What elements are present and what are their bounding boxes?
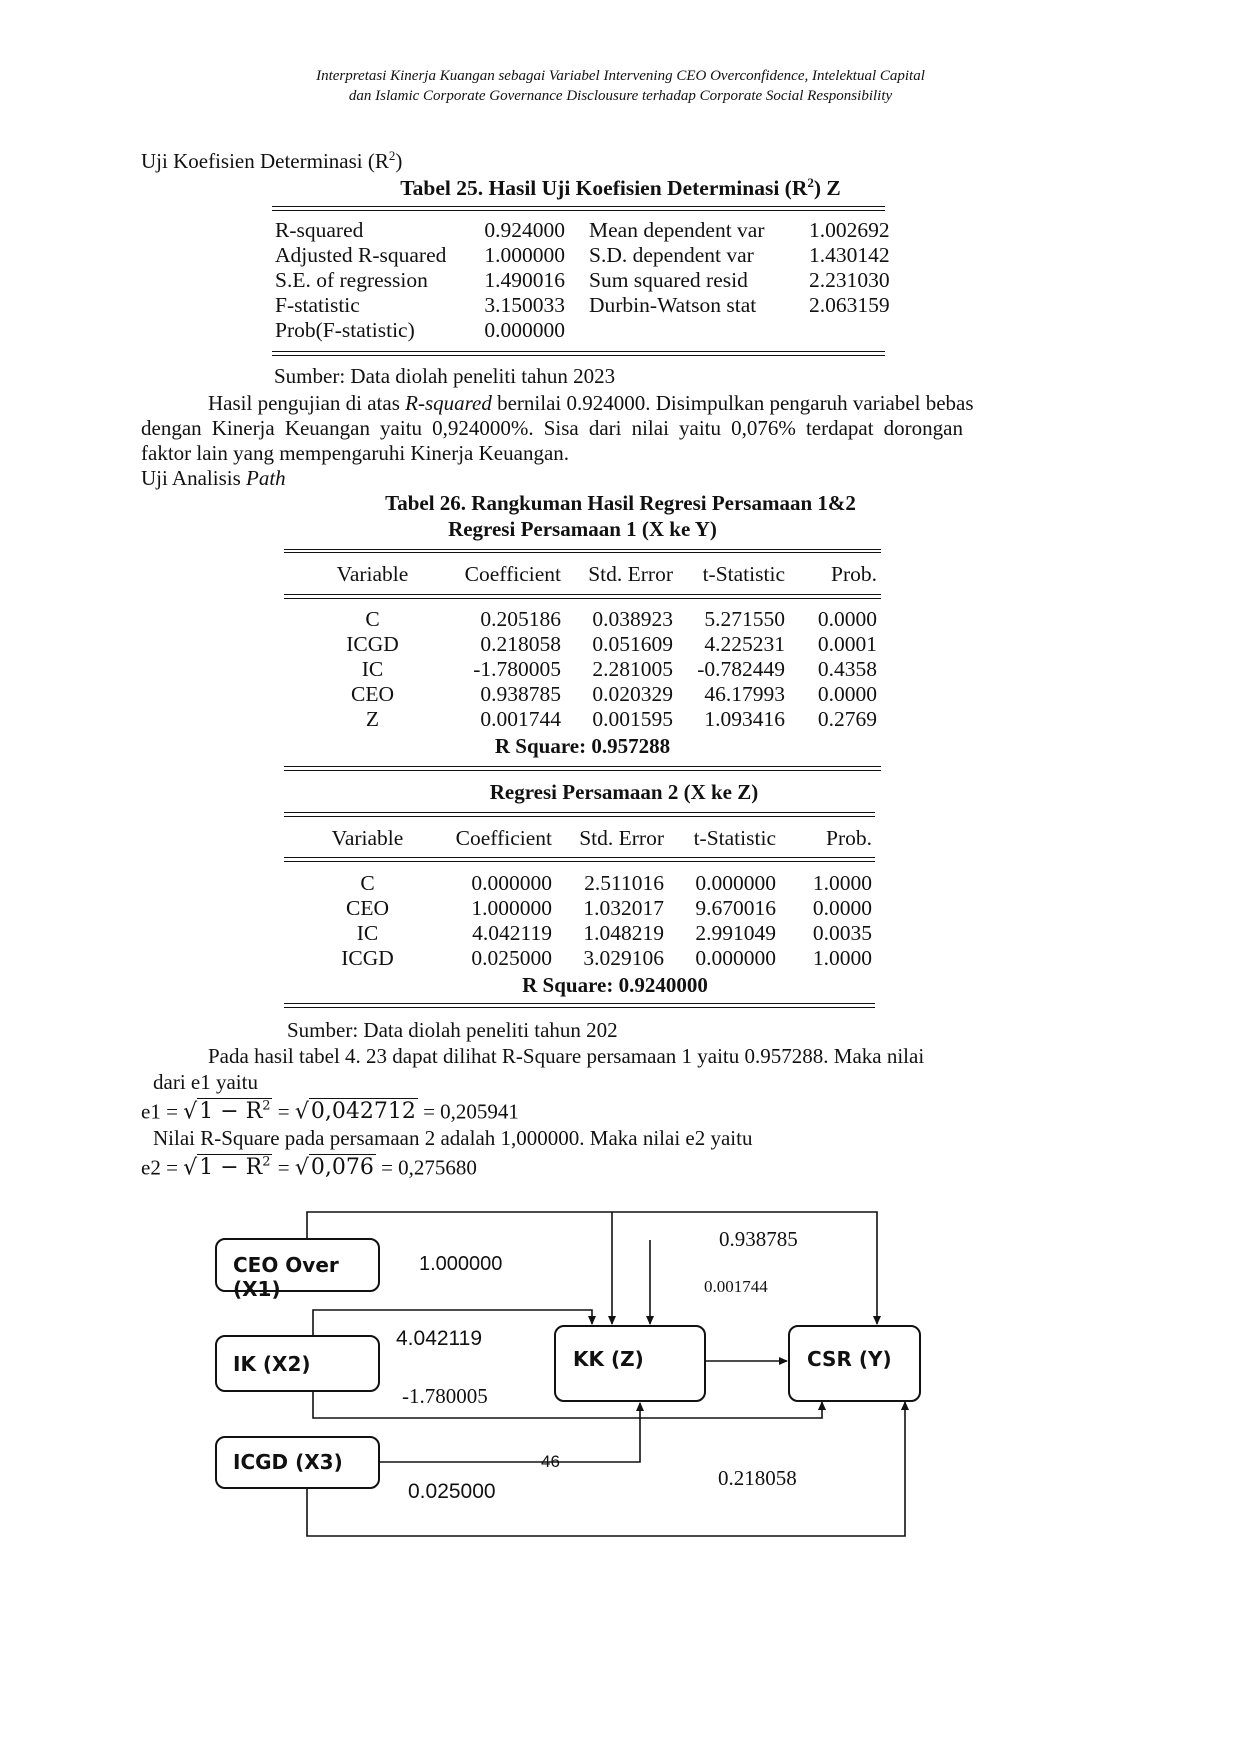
column-header: Prob. [831,562,877,586]
para1-line3: faktor lain yang mempengaruhi Kinerja Keuangan. [141,441,570,465]
table25-source: Sumber: Data diolah peneliti tahun 2023 [274,364,616,388]
label-icgd-to-kk: 0.025000 [408,1480,496,1503]
table-cell: 0.000000 [695,946,776,970]
table25-cell: 1.430142 [809,243,890,267]
table-cell: 0.4358 [817,657,877,681]
table-cell: 0.001744 [480,707,561,731]
table-cell: ICGD [341,946,394,970]
table25-cell: F-statistic [275,293,360,317]
equation-e1: $e1 = √1 - R^2 = √0,042712 = 0,205941$ [141,1099,519,1125]
label-ceo-to-kk: 1.000000 [419,1253,503,1275]
table-cell: 0.0000 [817,682,877,706]
column-header: Variable [331,826,404,850]
table25-cell: 2.231030 [809,268,890,292]
section-heading-path: Uji Analisis Path [141,466,286,490]
table-cell: 5.271550 [704,607,785,631]
table-cell: 9.670016 [695,896,776,920]
column-header: Std. Error [579,826,664,850]
table-cell: 1.0000 [812,871,872,895]
table26-subtitle2: Regresi Persamaan 2 (X ke Z) [489,780,759,804]
arrow-icgd-to-kk [380,1403,640,1462]
running-header-line1: Interpretasi Kinerja Kuangan sebagai Variabel Intervening CEO Overconfidence, Intelektual Capital [316,68,925,84]
table-cell: 1.000000 [471,896,552,920]
column-header: Std. Error [588,562,673,586]
table-cell: 0.205186 [480,607,561,631]
arrow-icgd-to-csr [307,1402,905,1536]
table-cell: Z [365,707,380,731]
table-cell: 0.051609 [592,632,673,656]
table-cell: 0.020329 [592,682,673,706]
table-cell: C [360,871,375,895]
para1-line1: Hasil pengujian di atas R-squared bernilai 0.924000. Disimpulkan pengaruh variabel bebas [208,391,974,415]
table25-cell: Adjusted R-squared [275,243,447,267]
para2-line3: Nilai R-Square pada persamaan 2 adalah 1,000000. Maka nilai e2 yaitu [153,1126,753,1150]
table25-cell: 1.002692 [809,218,890,242]
table-cell: 0.001595 [592,707,673,731]
label-ceo-to-csr: 0.938785 [719,1227,798,1251]
table-cell: 0.218058 [480,632,561,656]
table-cell: IC [356,921,379,945]
node-ik: IK (X2) [215,1335,380,1392]
page-number: 46 [541,1452,560,1471]
table25-cell: Durbin-Watson stat [589,293,757,317]
table-cell: 0.000000 [471,871,552,895]
table-cell: -1.780005 [473,657,561,681]
table-cell: 4.042119 [472,921,552,945]
node-kk: KK (Z) [554,1325,706,1402]
table26-source: Sumber: Data diolah peneliti tahun 202 [287,1018,618,1042]
table25-cell: S.E. of regression [275,268,428,292]
node-icgd: ICGD (X3) [215,1436,380,1489]
table25-cell: 2.063159 [809,293,890,317]
running-header-line2: dan Islamic Corporate Governance Disclousure terhadap Corporate Social Responsibility [348,88,893,104]
table-cell: 0.0000 [812,896,872,920]
para1-line2: dengan Kinerja Keuangan yaitu 0,924000%. Sisa dari nilai yaitu 0,076% terdapat dorongan [141,416,963,440]
reg2-rsquare: R Square: 0.9240000 [522,973,708,997]
table-cell: IC [361,657,384,681]
table-cell: ICGD [346,632,399,656]
table25-cell: Mean dependent var [589,218,765,242]
column-header: t-Statistic [693,826,776,850]
table25-cell: S.D. dependent var [589,243,754,267]
table-cell: -0.782449 [697,657,785,681]
table-cell: 1.032017 [583,896,664,920]
table-cell: CEO [351,682,394,706]
table25-cell: 0.924000 [484,218,565,242]
table25-cell: 3.150033 [484,293,565,317]
table-cell: 1.0000 [812,946,872,970]
table-cell: CEO [346,896,389,920]
column-header: Variable [336,562,409,586]
column-header: Prob. [826,826,872,850]
table25-cell: Prob(F-statistic) [275,318,415,342]
table26-caption: Tabel 26. Rangkuman Hasil Regresi Persamaan 1&2 [385,491,856,515]
table-cell: 1.048219 [583,921,664,945]
table-cell: 1.093416 [704,707,785,731]
label-z-to-csr: 0.001744 [704,1277,768,1296]
table-cell: 0.0001 [817,632,877,656]
para2-line1: Pada hasil tabel 4. 23 dapat dilihat R-Square persamaan 1 yaitu 0.957288. Maka nilai [208,1044,925,1068]
table-cell: 0.0000 [817,607,877,631]
section-heading-determinasi: Uji Koefisien Determinasi $(R^2)$ [141,148,403,173]
table25-cell: Sum squared resid [589,268,748,292]
equation-e2: $e2 = √1 - R^2 = √0,076 = 0,275680$ [141,1155,477,1181]
table25-cell: 1.490016 [484,268,565,292]
table-cell: 0.025000 [471,946,552,970]
node-csr: CSR (Y) [788,1325,921,1402]
column-header: t-Statistic [702,562,785,586]
label-ik-to-csr: -1.780005 [402,1384,488,1408]
table-cell: 4.225231 [704,632,785,656]
table-cell: 2.991049 [695,921,776,945]
table-cell: 2.281005 [592,657,673,681]
table-cell: 0.938785 [480,682,561,706]
para2-line2: dari e1 yaitu [153,1070,258,1094]
table-cell: 3.029106 [583,946,664,970]
table25-cell: 0.000000 [484,318,565,342]
table-cell: 0.038923 [592,607,673,631]
reg1-rsquare: R Square: 0.957288 [494,734,671,758]
table-cell: 46.17993 [704,682,785,706]
table25-cell: R-squared [275,218,364,242]
table-cell: 2.511016 [584,871,664,895]
table-cell: 0.0035 [812,921,872,945]
table25-cell: 1.000000 [484,243,565,267]
node-ceo-over: CEO Over (X1) [215,1238,380,1292]
table-cell: C [365,607,380,631]
column-header: Coefficient [455,826,552,850]
column-header: Coefficient [464,562,561,586]
table26-subtitle1: Regresi Persamaan 1 (X ke Y) [448,517,717,541]
table25-caption: Tabel 25. Hasil Uji Koefisien Determinasi $(R^2)$ Z [400,175,841,201]
table-cell: 0.000000 [695,871,776,895]
label-icgd-to-csr: 0.218058 [718,1466,797,1490]
table-cell: 0.2769 [817,707,877,731]
label-ik-to-kk: 4.042119 [396,1327,483,1350]
